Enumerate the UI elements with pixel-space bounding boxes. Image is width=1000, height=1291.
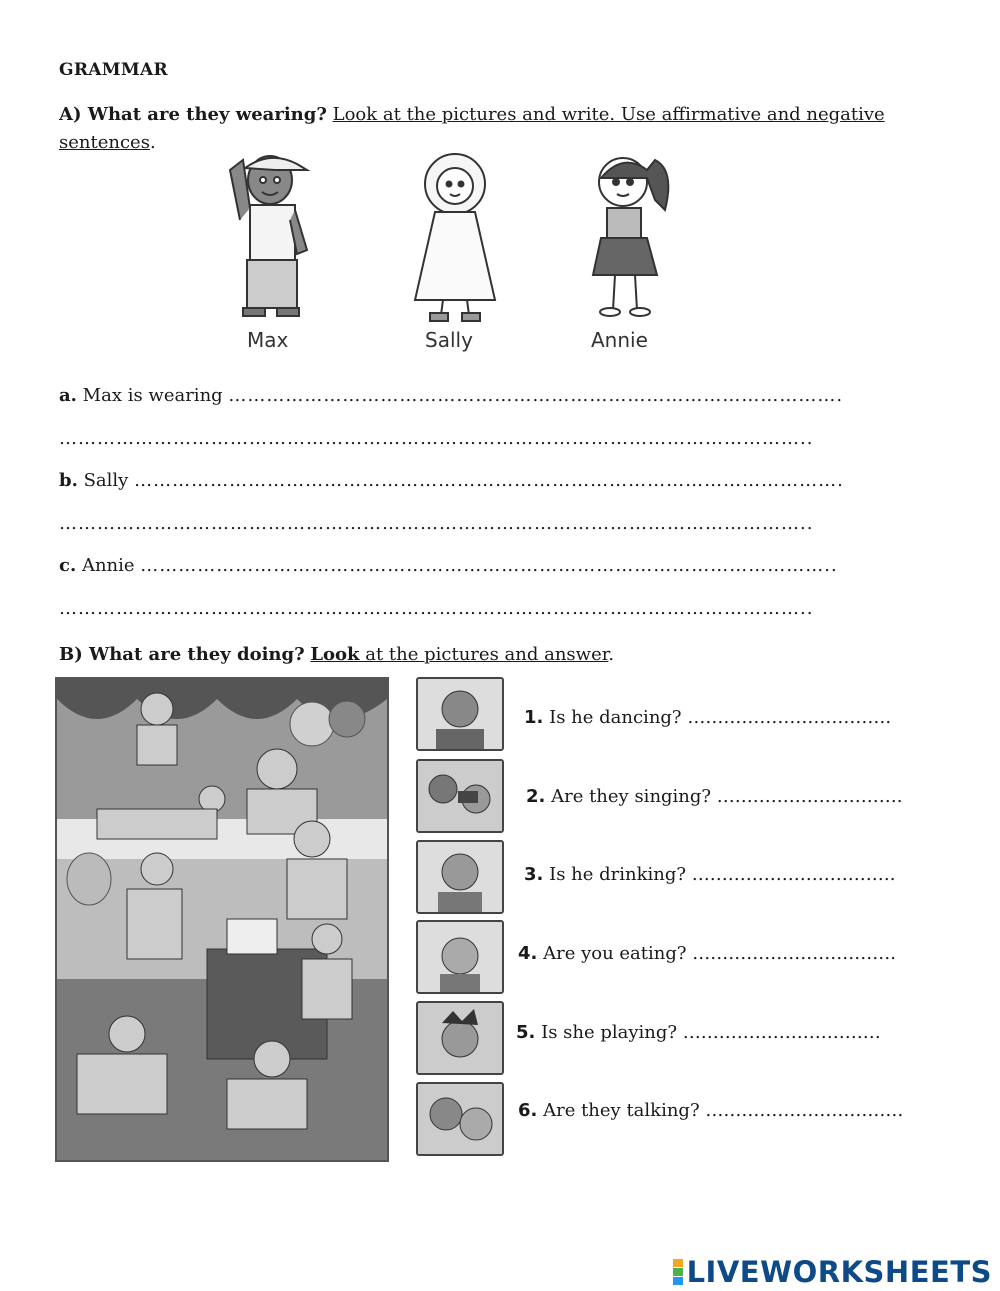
question-number: 3. — [524, 864, 544, 885]
thumbnail-4 — [416, 920, 504, 994]
sally-figure — [415, 154, 495, 321]
question-text: Is he drinking? — [543, 864, 692, 885]
question-number: 4. — [518, 943, 538, 964]
line-dots: ……………………………………………………………………………………. — [228, 385, 844, 406]
logo-text: LIVEWORKSHEETS — [686, 1255, 992, 1289]
max-figure — [230, 156, 307, 316]
question-text: Is he dancing? — [543, 707, 688, 728]
question-4[interactable] — [518, 943, 896, 964]
answer-line-a2[interactable] — [59, 428, 904, 449]
question-number: 6. — [518, 1100, 538, 1121]
question-text: Is she playing? — [535, 1022, 683, 1043]
line-dots: ……………………………………………………………………………………………….. — [140, 555, 838, 576]
answer-line-c2[interactable] — [59, 598, 904, 619]
answer-dots: …………………………… — [705, 1100, 904, 1121]
question-1[interactable] — [524, 707, 891, 728]
page-heading: GRAMMAR — [59, 60, 168, 80]
thumbnail-2 — [416, 759, 504, 833]
question-2[interactable] — [526, 786, 903, 807]
line-dots: ……………………………………………………………………………………………………….. — [59, 598, 814, 619]
line-letter: a. — [59, 385, 77, 406]
annie-figure — [593, 158, 668, 316]
thumbnail-5 — [416, 1001, 504, 1075]
question-text: Are they singing? — [545, 786, 717, 807]
section-b-text: at the pictures and answer — [359, 644, 609, 665]
answer-line-a[interactable] — [59, 385, 904, 406]
question-number: 1. — [524, 707, 544, 728]
section-a-instruction — [59, 101, 919, 157]
question-text: Are you eating? — [537, 943, 693, 964]
liveworksheets-logo[interactable] — [673, 1255, 992, 1289]
thumbnail-1 — [416, 677, 504, 751]
label-max: Max — [247, 328, 289, 352]
section-a-period: . — [149, 132, 156, 153]
question-number: 2. — [526, 786, 546, 807]
answer-dots: ……………………………. — [691, 864, 896, 885]
line-dots: …………………………………………………………………………………………………. — [134, 470, 844, 491]
question-6[interactable] — [518, 1100, 903, 1121]
question-number: 5. — [516, 1022, 536, 1043]
label-annie: Annie — [591, 328, 648, 352]
answer-line-b[interactable] — [59, 470, 904, 491]
line-text: Sally — [77, 470, 135, 491]
line-letter: c. — [59, 555, 77, 576]
party-scene-illustration — [55, 677, 389, 1162]
answer-dots: …………………………. — [716, 786, 903, 807]
line-text: Max is wearing — [76, 385, 229, 406]
line-dots: ……………………………………………………………………………………………………….. — [59, 513, 814, 534]
question-5[interactable] — [516, 1022, 881, 1043]
section-a-text: Look at the pictures and write. Use affirmative and negative sentences — [59, 104, 885, 153]
section-a-label: A) What are they wearing? — [59, 104, 327, 125]
thumbnail-3 — [416, 840, 504, 914]
question-3[interactable] — [524, 864, 896, 885]
section-b-period: . — [608, 644, 615, 665]
section-b-look: Look — [310, 644, 360, 665]
line-dots: ……………………………………………………………………………………………………….. — [59, 428, 814, 449]
thumbnail-6 — [416, 1082, 504, 1156]
answer-dots: …………………………… — [682, 1022, 881, 1043]
answer-line-c[interactable] — [59, 555, 904, 576]
section-b-instruction — [59, 644, 614, 665]
section-b-label: B) What are they doing? — [59, 644, 305, 665]
question-text: Are they talking? — [537, 1100, 706, 1121]
answer-dots: ……………………………. — [692, 943, 896, 964]
logo-mark-icon — [673, 1259, 683, 1285]
answer-line-b2[interactable] — [59, 513, 904, 534]
line-letter: b. — [59, 470, 78, 491]
label-sally: Sally — [425, 328, 473, 352]
line-text: Annie — [76, 555, 141, 576]
answer-dots: ……………………………. — [687, 707, 892, 728]
